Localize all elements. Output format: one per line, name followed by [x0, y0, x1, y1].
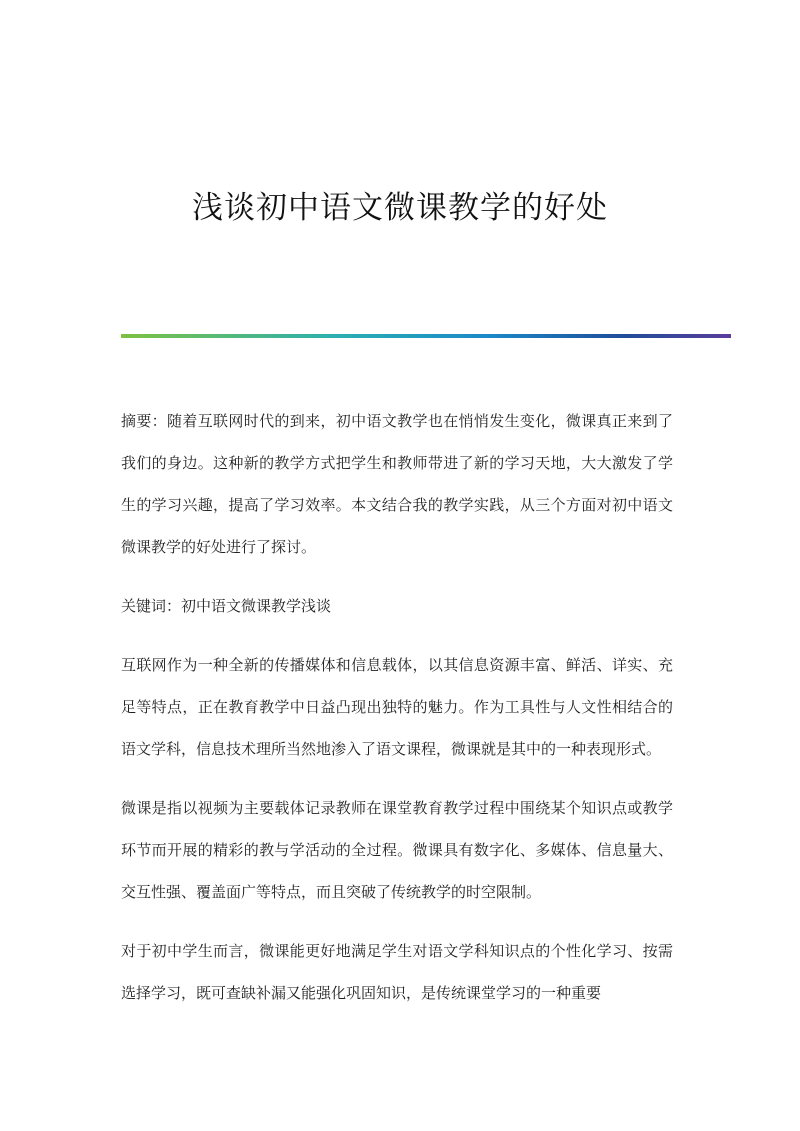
body-paragraph: 微课是指以视频为主要载体记录教师在课堂教育教学过程中围绕某个知识点或教学环节而开展的精彩的教与学活动的全过程。微课具有数字化、多媒体、信息量大、交互性强、覆盖面广等特点，而且突破了传统教学的时空限制。: [121, 799, 673, 901]
keywords-paragraph: 关键词：初中语文微课教学浅谈: [121, 597, 332, 615]
document-body: [121, 400, 673, 1031]
title-divider: [121, 334, 731, 338]
body-paragraph: 对于初中学生而言，微课能更好地满足学生对语文学科知识点的个性化学习、按需选择学习，既可查缺补漏又能强化巩固知识，是传统课堂学习的一种重要: [121, 942, 673, 1002]
body-paragraph: 互联网作为一种全新的传播媒体和信息载体，以其信息资源丰富、鲜活、详实、充足等特点，正在教育教学中日益凸现出独特的魅力。作为工具性与人文性相结合的语文学科，信息技术理所当然地渗入了语文课程，微课就是其中的一种表现形式。: [121, 656, 673, 758]
document-title: 浅谈初中语文微课教学的好处: [192, 190, 608, 226]
abstract-paragraph: 摘要：随着互联网时代的到来，初中语文教学也在悄悄发生变化，微课真正来到了我们的身边。这种新的教学方式把学生和教师带进了新的学习天地，大大激发了学生的学习兴趣，提高了学习效率。本文结合我的教学实践，从三个方面对初中语文微课教学的好处进行了探讨。: [121, 412, 673, 556]
